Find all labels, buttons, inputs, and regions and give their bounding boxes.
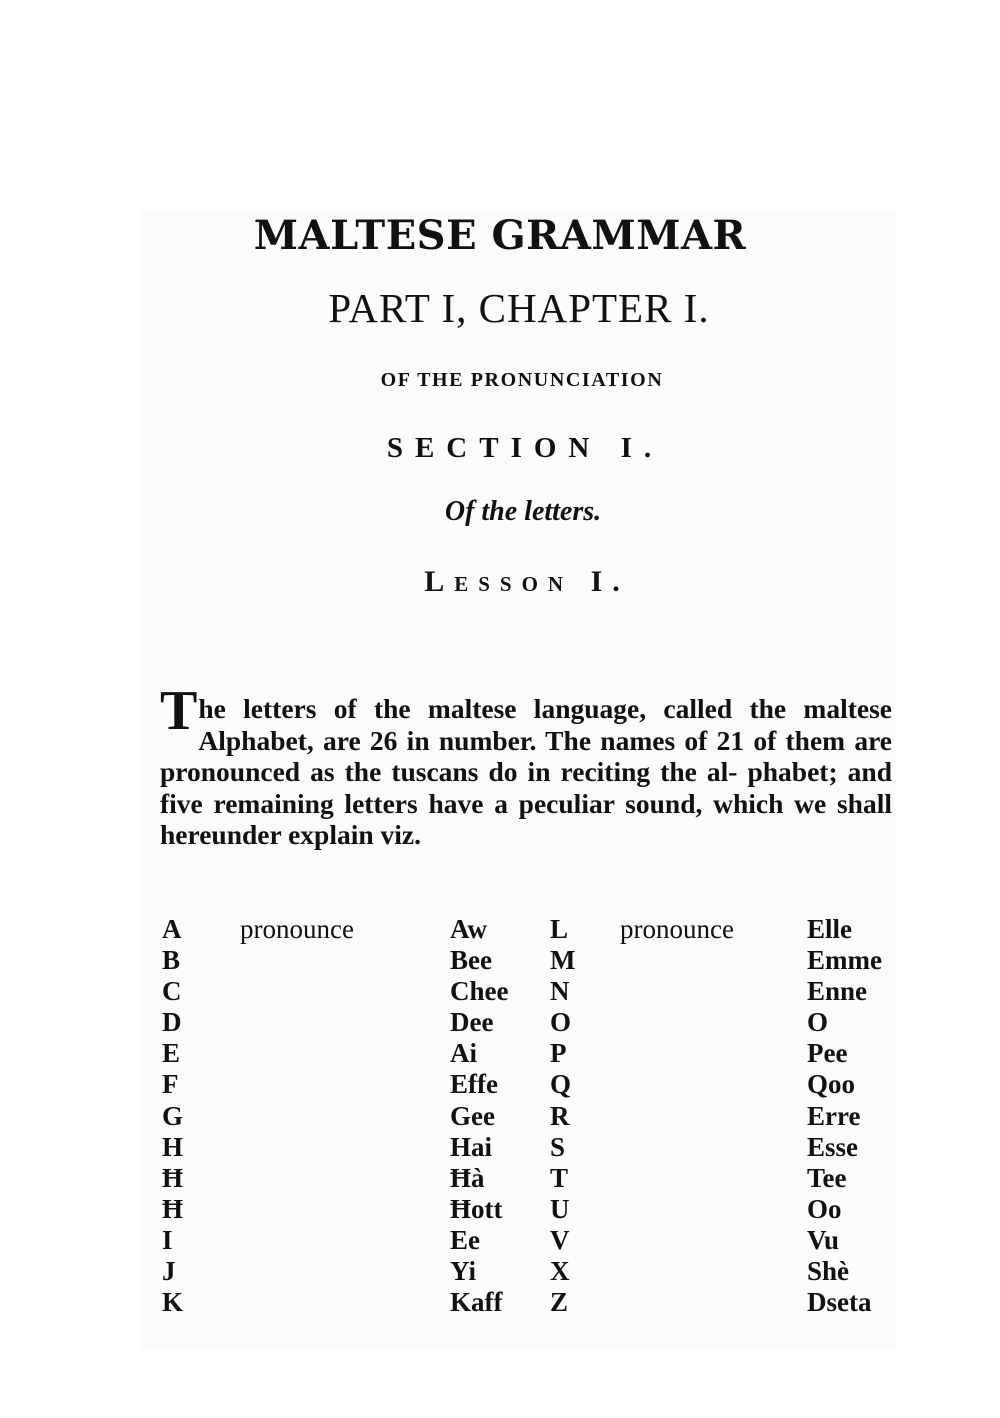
letter: R <box>550 1100 570 1131</box>
intro-text: he letters of the maltese language, called the maltese Alphabet, are 26 in number. The names of 21 of them are pronounced as the tuscans do in reciting the al- phabet; and five remaining letters have a peculiar sound, which we shall hereunder explain viz. <box>160 693 892 850</box>
letter-name: Oo <box>807 1193 842 1224</box>
alphabet-table <box>160 914 900 1318</box>
main-title: MALTESE GRAMMAR <box>253 212 747 259</box>
letter-name: Hai <box>450 1131 493 1162</box>
letter-name: Chee <box>450 976 509 1007</box>
letter: D <box>162 1007 182 1038</box>
alphabet-row <box>160 1101 900 1132</box>
alphabet-row <box>160 1007 900 1038</box>
alphabet-row <box>160 1132 900 1163</box>
letter: Ħ <box>162 1193 184 1224</box>
letter: B <box>162 945 181 976</box>
letter: O <box>550 1007 572 1038</box>
letter-name: O <box>807 1007 829 1038</box>
letter: V <box>550 1224 570 1255</box>
letter-name: Esse <box>807 1131 859 1162</box>
letter-name: Emme <box>807 945 882 976</box>
letter: X <box>550 1256 570 1287</box>
letter: F <box>162 1069 179 1100</box>
letter-name: Ħà <box>450 1162 485 1193</box>
letter-name: Dseta <box>807 1287 872 1318</box>
letter: T <box>550 1162 569 1193</box>
section-heading: SECTION I. <box>386 432 664 464</box>
letter: C <box>162 976 182 1007</box>
intro-paragraph <box>160 680 892 851</box>
letter-name: Gee <box>450 1100 495 1131</box>
letter-name: Ai <box>450 1038 477 1069</box>
letter: M <box>550 945 576 976</box>
letter-name: Yi <box>450 1256 476 1287</box>
letter: P <box>550 1038 567 1069</box>
alphabet-row <box>160 945 900 976</box>
letter: S <box>550 1131 566 1162</box>
letter-name: Tee <box>807 1162 847 1193</box>
alphabet-row <box>160 1287 900 1318</box>
letter-name: Effe <box>450 1069 498 1100</box>
letter-name: Bee <box>450 945 492 976</box>
letter-name: Shè <box>807 1256 850 1287</box>
letter: A <box>162 914 182 944</box>
letter-name: Ee <box>450 1224 480 1255</box>
alphabet-row <box>160 976 900 1007</box>
alphabet-row <box>160 914 900 945</box>
letter: Q <box>550 1069 572 1100</box>
letter-name: Elle <box>807 914 852 944</box>
letter-name: Vu <box>807 1224 840 1255</box>
pronounce-label: pronounce <box>240 914 354 944</box>
letter: G <box>162 1100 184 1131</box>
letter: H <box>162 1131 184 1162</box>
chapter-heading: PART I, CHAPTER I. <box>328 285 710 331</box>
letter: K <box>162 1287 184 1318</box>
letter: E <box>162 1038 181 1069</box>
letter: N <box>550 976 570 1007</box>
pronunciation-heading: OF THE PRONUNCIATION <box>380 369 664 391</box>
letter-name: Kaff <box>450 1287 503 1318</box>
drop-cap: T <box>160 680 198 742</box>
alphabet-row <box>160 1256 900 1287</box>
alphabet-row <box>160 1038 900 1069</box>
section-subtitle: Of the letters. <box>444 496 602 527</box>
alphabet-row <box>160 1225 900 1256</box>
letter: L <box>550 914 569 944</box>
letter: I <box>162 1224 173 1255</box>
letter-name: Ħott <box>450 1193 503 1224</box>
pronounce-label: pronounce <box>620 914 734 944</box>
letter-name: Enne <box>807 976 868 1007</box>
letter-name: Aw <box>450 914 487 944</box>
letter: Ħ <box>162 1162 184 1193</box>
letter: J <box>162 1256 176 1287</box>
letter: U <box>550 1193 570 1224</box>
letter: Z <box>550 1287 569 1318</box>
letter-name: Qoo <box>807 1069 856 1100</box>
letter-name: Dee <box>450 1007 494 1038</box>
alphabet-row <box>160 1069 900 1100</box>
alphabet-row <box>160 1194 900 1225</box>
lesson-heading: Lesson I. <box>424 565 630 598</box>
alphabet-row <box>160 1163 900 1194</box>
letter-name: Erre <box>807 1100 861 1131</box>
letter-name: Pee <box>807 1038 848 1069</box>
